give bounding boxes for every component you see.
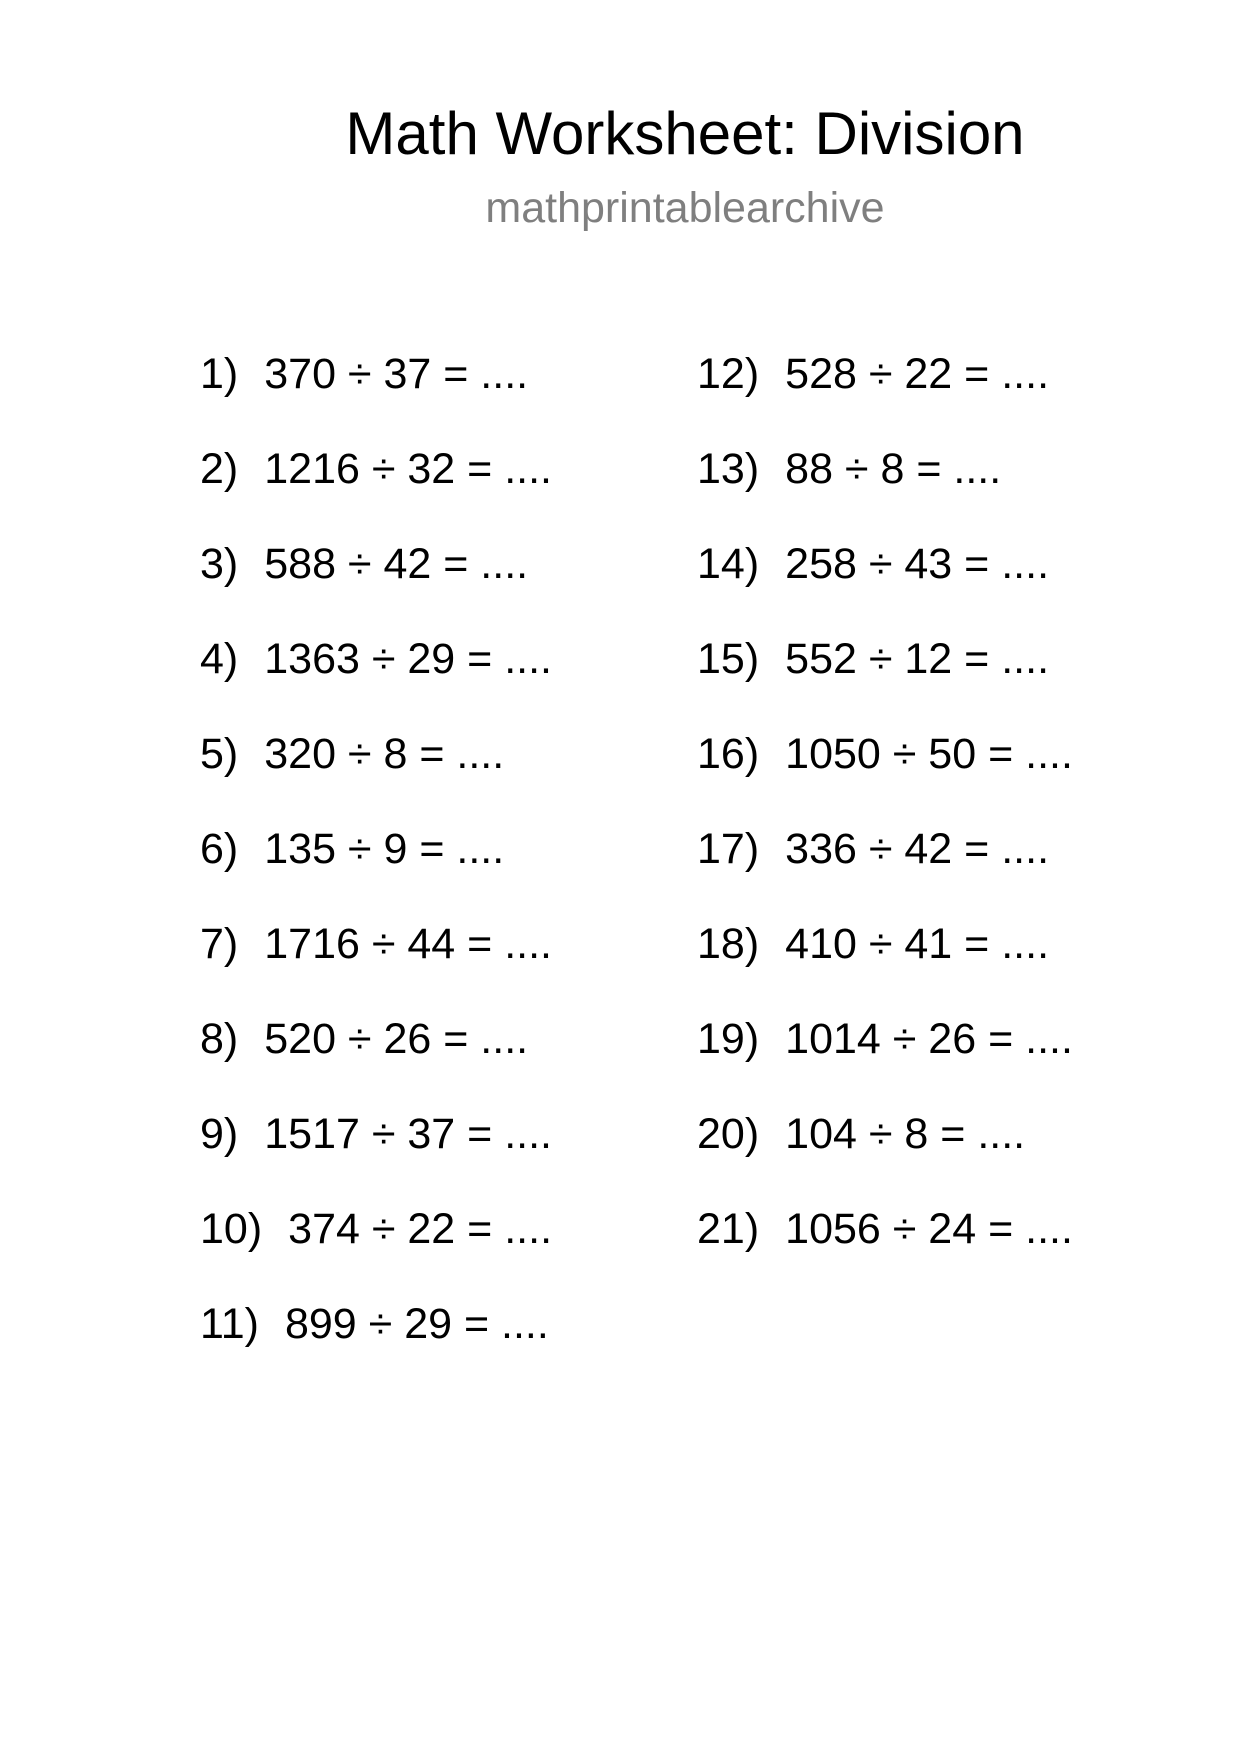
problem-expression: 1517 ÷ 37 = .... <box>264 1110 553 1158</box>
problem-expression: 899 ÷ 29 = .... <box>284 1300 549 1348</box>
problem-14 <box>697 538 1073 633</box>
problem-11 <box>200 1298 552 1393</box>
problem-expression: 1363 ÷ 29 = .... <box>264 635 553 683</box>
problem-expression: 88 ÷ 8 = .... <box>785 445 1002 493</box>
problem-number: 4) <box>200 635 239 683</box>
problem-expression: 588 ÷ 42 = .... <box>264 540 529 588</box>
problem-number: 9) <box>200 1110 239 1158</box>
problem-expression: 1050 ÷ 50 = .... <box>785 730 1073 778</box>
problem-expression: 104 ÷ 8 = .... <box>785 1110 1026 1158</box>
problem-4 <box>200 633 552 728</box>
problem-number: 15) <box>697 635 760 683</box>
page-title: Math Worksheet: Division <box>345 100 1025 167</box>
problem-column-right <box>697 348 1073 1298</box>
problem-expression: 1014 ÷ 26 = .... <box>785 1015 1073 1063</box>
problem-expression: 374 ÷ 22 = .... <box>288 1205 553 1253</box>
problem-12 <box>697 348 1073 443</box>
page-subtitle: mathprintablearchive <box>485 184 885 232</box>
problem-number: 20) <box>697 1110 760 1158</box>
problem-expression: 1056 ÷ 24 = .... <box>785 1205 1073 1253</box>
problem-18 <box>697 918 1073 1013</box>
problem-8 <box>200 1013 552 1108</box>
problem-expression: 258 ÷ 43 = .... <box>785 540 1050 588</box>
problem-1 <box>200 348 552 443</box>
problem-7 <box>200 918 552 1013</box>
problem-9 <box>200 1108 552 1203</box>
problem-number: 1) <box>200 350 239 398</box>
problem-column-left <box>200 348 552 1393</box>
problem-number: 21) <box>697 1205 760 1253</box>
problem-number: 6) <box>200 825 239 873</box>
problem-expression: 552 ÷ 12 = .... <box>785 635 1050 683</box>
problem-5 <box>200 728 552 823</box>
problem-19 <box>697 1013 1073 1108</box>
problem-expression: 320 ÷ 8 = .... <box>264 730 505 778</box>
problem-3 <box>200 538 552 633</box>
problem-16 <box>697 728 1073 823</box>
problem-number: 10) <box>200 1205 263 1253</box>
problem-expression: 135 ÷ 9 = .... <box>264 825 505 873</box>
problem-expression: 410 ÷ 41 = .... <box>785 920 1050 968</box>
problem-number: 12) <box>697 350 760 398</box>
problem-number: 19) <box>697 1015 760 1063</box>
problem-number: 2) <box>200 445 239 493</box>
problem-number: 13) <box>697 445 760 493</box>
problem-6 <box>200 823 552 918</box>
problem-number: 7) <box>200 920 239 968</box>
problem-number: 17) <box>697 825 760 873</box>
problem-number: 8) <box>200 1015 239 1063</box>
problem-expression: 370 ÷ 37 = .... <box>264 350 529 398</box>
problem-number: 5) <box>200 730 239 778</box>
problem-number: 11) <box>200 1300 259 1348</box>
problem-15 <box>697 633 1073 728</box>
problem-17 <box>697 823 1073 918</box>
problem-expression: 336 ÷ 42 = .... <box>785 825 1050 873</box>
problem-21 <box>697 1203 1073 1298</box>
problem-number: 16) <box>697 730 760 778</box>
problem-expression: 520 ÷ 26 = .... <box>264 1015 529 1063</box>
problem-13 <box>697 443 1073 538</box>
problem-expression: 1716 ÷ 44 = .... <box>264 920 553 968</box>
problem-10 <box>200 1203 552 1298</box>
problem-expression: 1216 ÷ 32 = .... <box>264 445 553 493</box>
problem-2 <box>200 443 552 538</box>
problem-expression: 528 ÷ 22 = .... <box>785 350 1050 398</box>
problem-number: 18) <box>697 920 760 968</box>
problem-number: 3) <box>200 540 239 588</box>
problem-number: 14) <box>697 540 760 588</box>
problem-20 <box>697 1108 1073 1203</box>
